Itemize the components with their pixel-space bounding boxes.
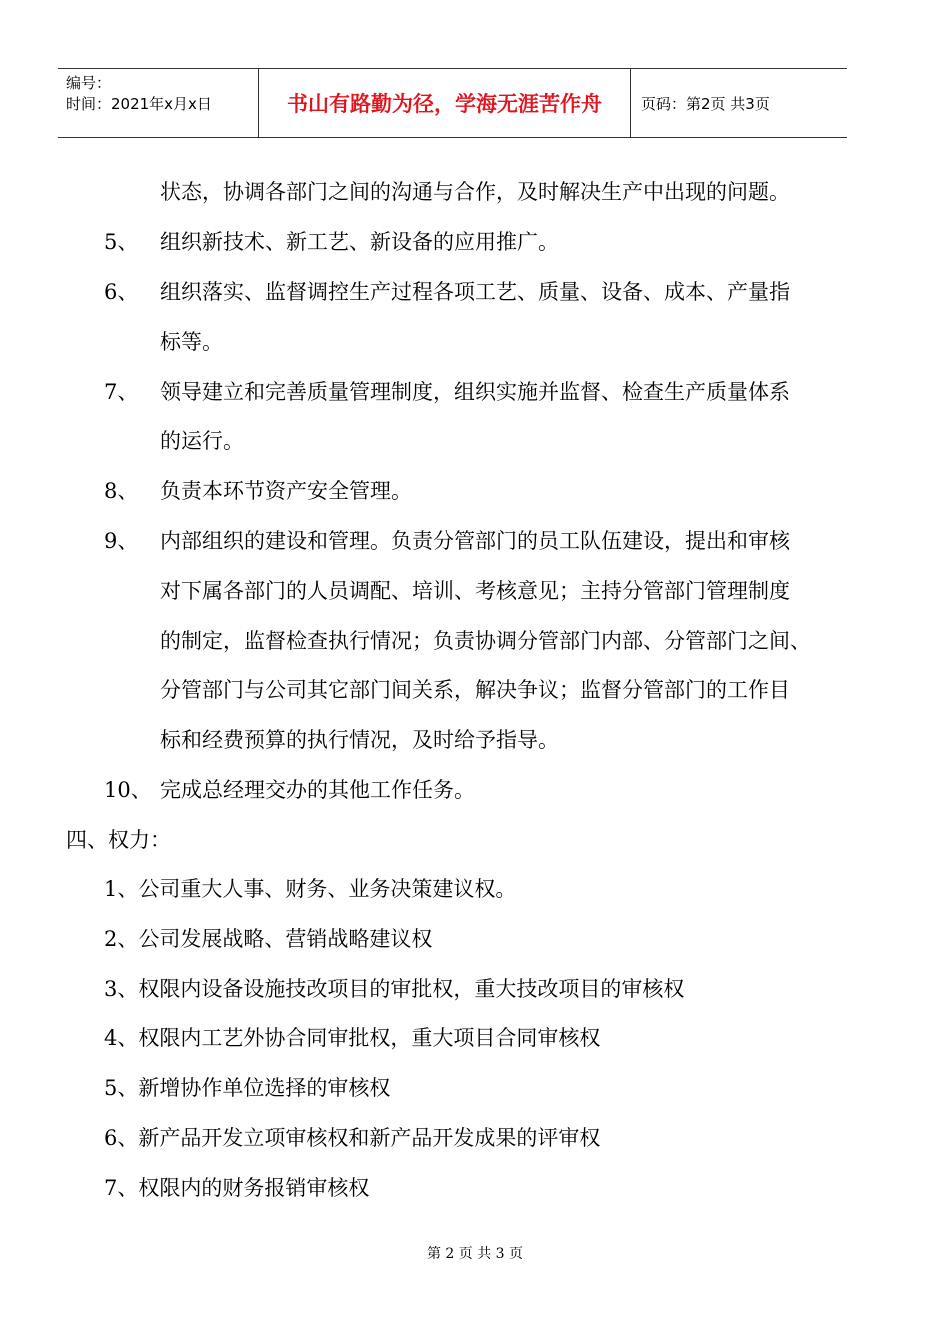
item-number: 8、	[104, 479, 139, 503]
power-item: 4、权限内工艺外协合同审批权，重大项目合同审核权	[104, 1026, 601, 1050]
paragraph-line: 状态，协调各部门之间的沟通与合作，及时解决生产中出现的问题。	[160, 180, 790, 204]
item-text: 组织落实、监督调控生产过程各项工艺、质量、设备、成本、产量指	[160, 280, 790, 304]
item-number: 6、	[104, 280, 139, 304]
item-number: 9、	[104, 529, 139, 553]
page-footer: 第 2 页 共 3 页	[426, 1246, 524, 1262]
power-item: 3、权限内设备设施技改项目的审批权，重大技改项目的审核权	[104, 977, 685, 1001]
header-meta	[58, 69, 258, 137]
item-number: 7、	[104, 380, 139, 404]
power-item: 7、权限内的财务报销审核权	[104, 1176, 370, 1200]
item-text-continued: 标和经费预算的执行情况，及时给予指导。	[160, 728, 559, 752]
time-label: 时间：2021年x月x日	[66, 95, 212, 113]
item-text-continued: 标等。	[160, 330, 223, 354]
item-text: 内部组织的建设和管理。负责分管部门的员工队伍建设，提出和审核	[160, 529, 790, 553]
section-heading: 四、权力：	[66, 828, 171, 852]
item-text-continued: 的制定，监督检查执行情况；负责协调分管部门内部、分管部门之间、	[160, 629, 811, 653]
item-text-continued: 的运行。	[160, 429, 244, 453]
item-text-continued: 分管部门与公司其它部门间关系，解决争议；监督分管部门的工作目	[160, 678, 790, 702]
item-number: 10、	[104, 778, 152, 802]
item-text: 组织新技术、新工艺、新设备的应用推广。	[160, 230, 559, 254]
item-number: 5、	[104, 230, 139, 254]
header-page-info: 页码：第2页 共3页	[641, 94, 770, 113]
power-item: 6、新产品开发立项审核权和新产品开发成果的评审权	[104, 1126, 601, 1150]
item-text: 完成总经理交办的其他工作任务。	[160, 778, 475, 802]
code-label: 编号：	[66, 74, 112, 92]
item-text: 领导建立和完善质量管理制度，组织实施并监督、检查生产质量体系	[160, 380, 790, 404]
power-item: 5、新增协作单位选择的审核权	[104, 1076, 391, 1100]
item-text: 负责本环节资产安全管理。	[160, 479, 412, 503]
item-text-continued: 对下属各部门的人员调配、培训、考核意见；主持分管部门管理制度	[160, 579, 790, 603]
header-motto: 书山有路勤为径，学海无涯苦作舟	[258, 69, 631, 137]
power-item: 2、公司发展战略、营销战略建议权	[104, 927, 433, 951]
power-item: 1、公司重大人事、财务、业务决策建议权。	[104, 877, 517, 901]
document-header	[58, 68, 847, 138]
